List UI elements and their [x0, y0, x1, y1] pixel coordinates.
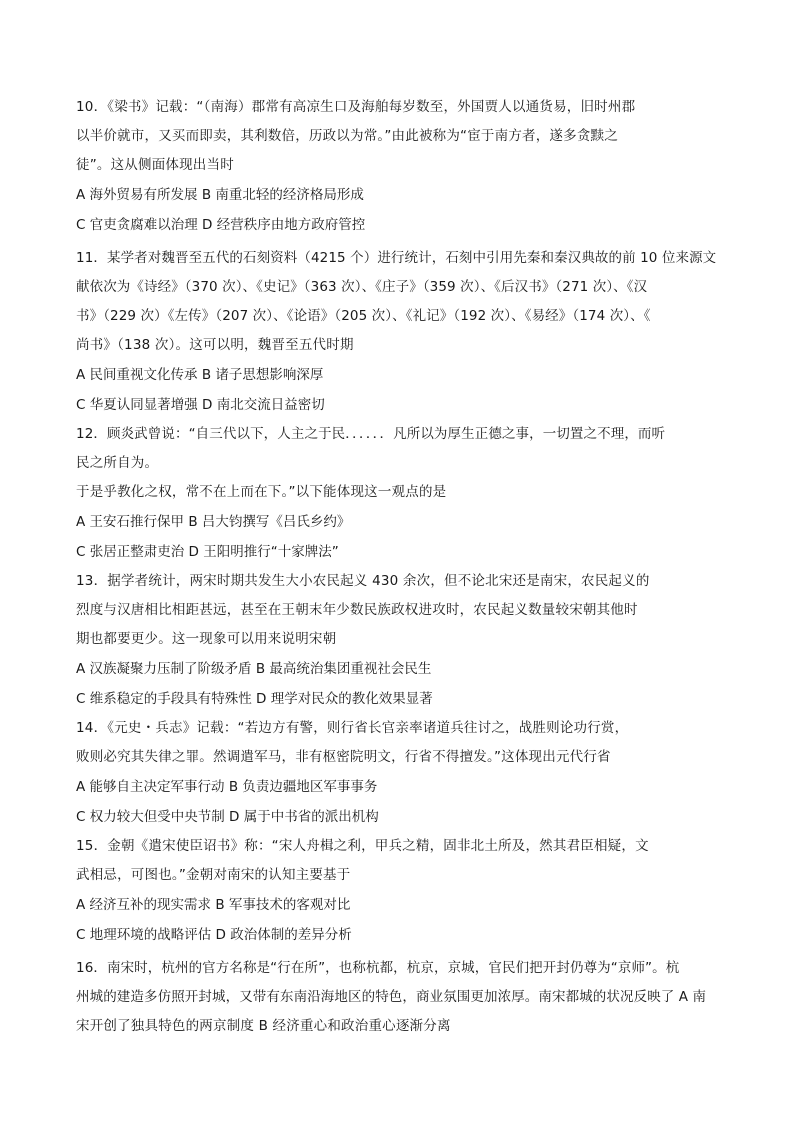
question-11-stem-line-1: 11．某学者对魏晋至五代的石刻资料（4215 个）进行统计，石刻中引用先秦和秦汉典故的前 10 位来源文: [76, 250, 717, 266]
question-11-stem-line-3: 书》（229 次）《左传》（207 次）、《论语》（205 次）、《礼记》（192 次）、《易经》（174 次）、《: [76, 308, 651, 324]
question-10: [76, 93, 726, 240]
question-14-options-ab: A 能够自主决定军事行动 B 负责边疆地区军事事务: [76, 779, 378, 795]
question-11-options-cd: C 华夏认同显著增强 D 南北交流日益密切: [76, 397, 325, 413]
question-14: [76, 714, 726, 832]
question-10-stem-line-2: 以半价就市，又买而即卖，其利数倍，历政以为常。”由此被称为“宦于南方者，遂多贪黩之: [76, 128, 618, 144]
question-11-stem-line-4: 尚书》（138 次）。这可以明，魏晋至五代时期: [76, 337, 354, 353]
question-16-stem-line-2: 州城的建造多仿照开封城，又带有东南沿海地区的特色，商业氛围更加浓厚。南宋都城的状况反映了 A 南: [76, 989, 707, 1005]
question-15: [76, 832, 726, 950]
question-13-stem-line-1: 13．据学者统计，两宋时期共发生大小农民起义 430 余次，但不论北宋还是南宋，农民起义的: [76, 573, 650, 589]
question-16-stem-line-1: 16．南宋时，杭州的官方名称是“行在所”，也称杭都，杭京，京城，官民们把开封仍尊为“京师”。杭: [76, 960, 680, 976]
question-13-options-cd: C 维系稳定的手段具有特殊性 D 理学对民众的教化效果显著: [76, 691, 433, 707]
question-11: [76, 244, 726, 420]
question-10-options-ab: A 海外贸易有所发展 B 南重北轻的经济格局形成: [76, 187, 364, 203]
question-13: [76, 567, 726, 714]
question-11-options-ab: A 民间重视文化传承 B 诸子思想影响深厚: [76, 367, 324, 383]
question-15-options-ab: A 经济互补的现实需求 B 军事技术的客观对比: [76, 897, 351, 913]
question-13-stem-line-2: 烈度与汉唐相比相距甚远，甚至在王朝末年少数民族政权进攻时，农民起义数量较宋朝其他时: [76, 602, 638, 618]
question-13-options-ab: A 汉族凝聚力压制了阶级矛盾 B 最高统治集团重视社会民生: [76, 661, 432, 677]
question-16: [76, 954, 726, 1041]
question-16-stem-line-3: 宋开创了独具特色的两京制度 B 经济重心和政治重心逐渐分离: [76, 1018, 451, 1034]
question-15-stem-line-1: 15．金朝《遣宋使臣诏书》称：“宋人舟楫之利，甲兵之精，固非北土所及，然其君臣相疑，文: [76, 838, 649, 854]
question-14-stem-line-2: 败则必究其失律之罪。然调遣军马，非有枢密院明文，行省不得擅发。”这体现出元代行省: [76, 749, 611, 765]
question-14-options-cd: C 权力较大但受中央节制 D 属于中书省的派出机构: [76, 809, 379, 825]
question-12-stem-line-2: 民之所自为。: [76, 455, 159, 471]
question-12-options-ab: A 王安石推行保甲 B 吕大钧撰写《吕氏乡约》: [76, 514, 351, 530]
question-10-stem-line-1: 10．《梁书》记载：“（南海）郡常有高凉生口及海舶每岁数至，外国贾人以通货易，旧时州郡: [76, 99, 636, 115]
question-10-stem-line-3: 徒”。这从侧面体现出当时: [76, 157, 234, 173]
question-15-stem-line-2: 武相忌，可图也。”金朝对南宋的认知主要基于: [76, 867, 351, 883]
exam-page: [76, 93, 726, 1041]
question-11-stem-line-2: 献依次为《诗经》（370 次）、《史记》（363 次）、《庄子》（359 次）、《后汉书》（271 次）、《汉: [76, 279, 648, 295]
question-12-stem-line-1: 12．顾炎武曾说：“自三代以下，人主之于民．．．．．．凡所以为厚生正德之事，一切置之不理，而听: [76, 426, 666, 442]
question-12-stem-line-3: 于是乎教化之权，常不在上而在下。”以下能体现这一观点的是: [76, 484, 447, 500]
question-12-options-cd: C 张居正整肃吏治 D 王阳明推行“十家牌法”: [76, 544, 339, 560]
question-12: [76, 420, 726, 567]
question-15-options-cd: C 地理环境的战略评估 D 政治体制的差异分析: [76, 927, 352, 943]
question-13-stem-line-3: 期也都要更少。这一现象可以用来说明宋朝: [76, 631, 337, 647]
question-10-options-cd: C 官吏贪腐难以治理 D 经营秩序由地方政府管控: [76, 217, 366, 233]
question-14-stem-line-1: 14．《元史・兵志》记载：“若边方有警，则行省长官亲率诸道兵往讨之，战胜则论功行赏，: [76, 720, 629, 736]
